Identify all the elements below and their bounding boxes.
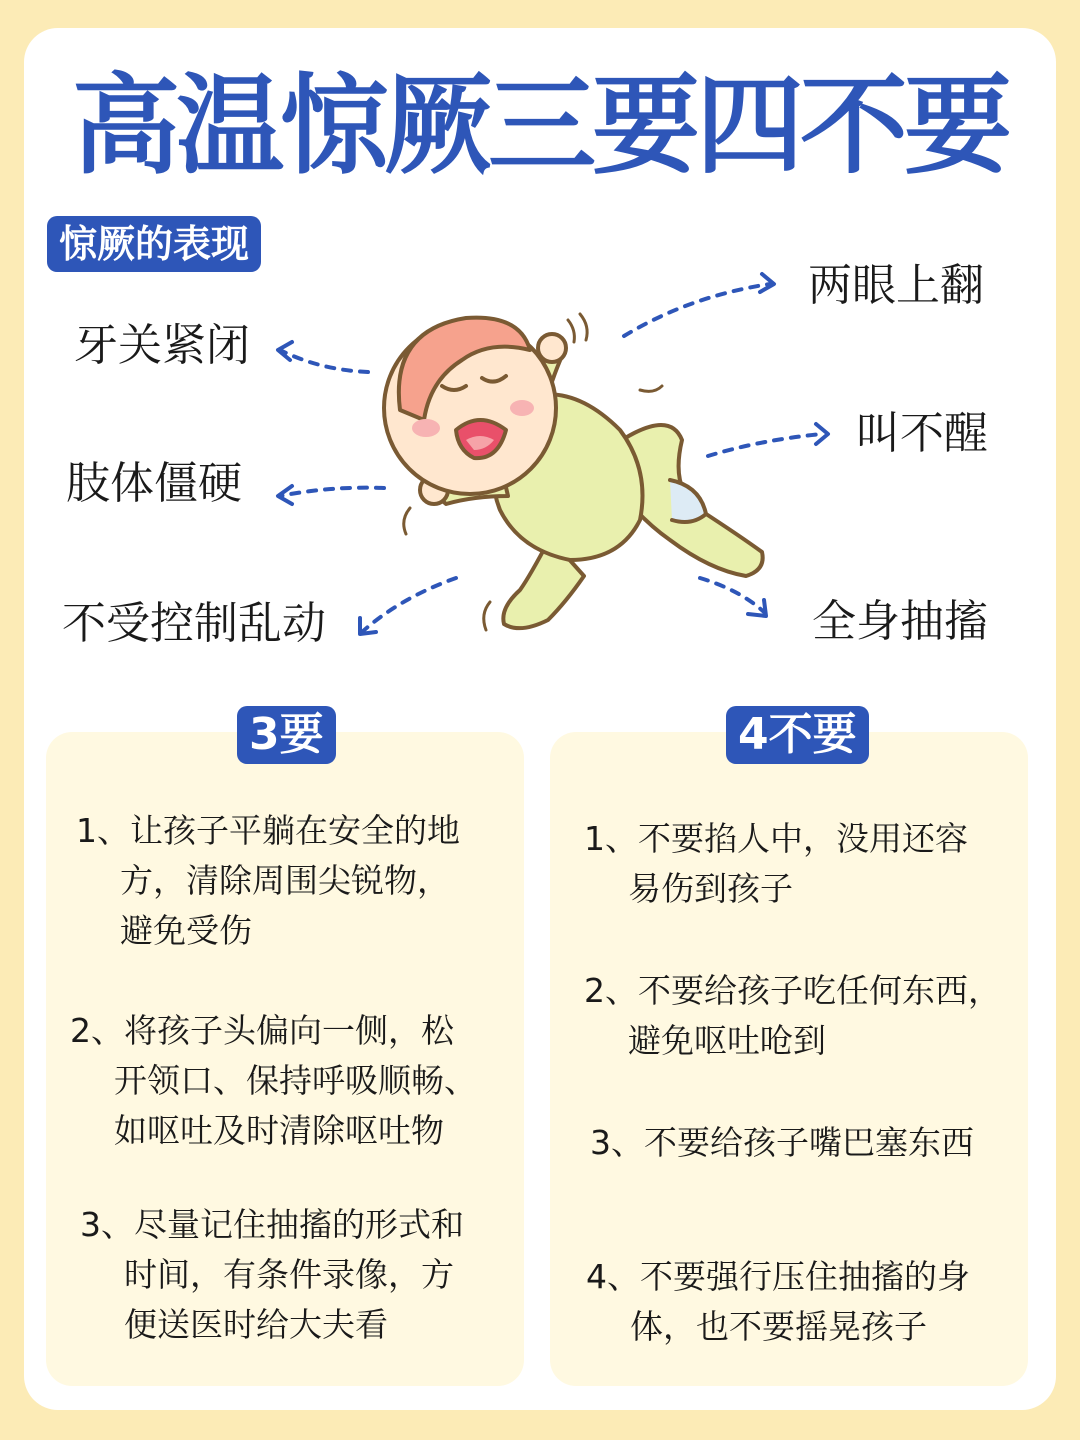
donts-item-2 [584,966,1001,1066]
dos-item-1 [76,806,460,956]
section-label-symptoms: 惊厥的表现 [47,216,261,272]
symptom-clenched-jaw: 牙关紧闭 [74,320,250,371]
dos-item-2-line-1: 2、将孩子头偏向一侧，松 [70,1011,454,1050]
symptom-unresponsive: 叫不醒 [856,408,988,459]
donts-item-1-line-2: 易伤到孩子 [628,869,793,908]
donts-item-2-line-1: 2、不要给孩子吃任何东西， [584,971,1001,1010]
dos-item-2-line-3: 如呕吐及时清除呕吐物 [114,1111,444,1150]
dos-item-1-line-3: 避免受伤 [120,911,252,950]
symptom-uncontrolled-movement: 不受控制乱动 [62,598,326,649]
dos-badge: 3要 [237,706,336,764]
dos-item-3 [80,1200,464,1350]
dos-item-3-line-3: 便送医时给大夫看 [124,1305,388,1344]
donts-item-3 [590,1118,974,1168]
dos-item-1-line-1: 1、让孩子平躺在安全的地 [76,811,460,850]
dos-item-2-line-2: 开领口、保持呼吸顺畅、 [114,1061,477,1100]
dos-item-3-line-2: 时间，有条件录像，方 [124,1255,454,1294]
donts-item-4-line-2: 体，也不要摇晃孩子 [630,1307,927,1346]
dos-item-3-line-1: 3、尽量记住抽搐的形式和 [80,1205,464,1244]
symptom-whole-body-convulsion: 全身抽搐 [812,596,988,647]
donts-item-1 [584,814,968,914]
page-title: 高温惊厥三要四不要 [71,64,1008,189]
donts-item-1-line-1: 1、不要掐人中，没用还容 [584,819,968,858]
symptom-eyes-rolled-up: 两眼上翻 [808,260,984,311]
donts-item-3-line-1: 3、不要给孩子嘴巴塞东西 [590,1123,974,1162]
convulsing-baby-illustration [370,290,800,680]
donts-item-4-line-1: 4、不要强行压住抽搐的身 [586,1257,970,1296]
donts-item-4 [586,1252,970,1352]
symptom-stiff-limbs: 肢体僵硬 [66,458,242,509]
donts-badge: 4不要 [726,706,869,764]
dos-item-2 [70,1006,477,1156]
donts-item-2-line-2: 避免呕吐呛到 [628,1021,826,1060]
dos-item-1-line-2: 方，清除周围尖锐物， [120,861,450,900]
